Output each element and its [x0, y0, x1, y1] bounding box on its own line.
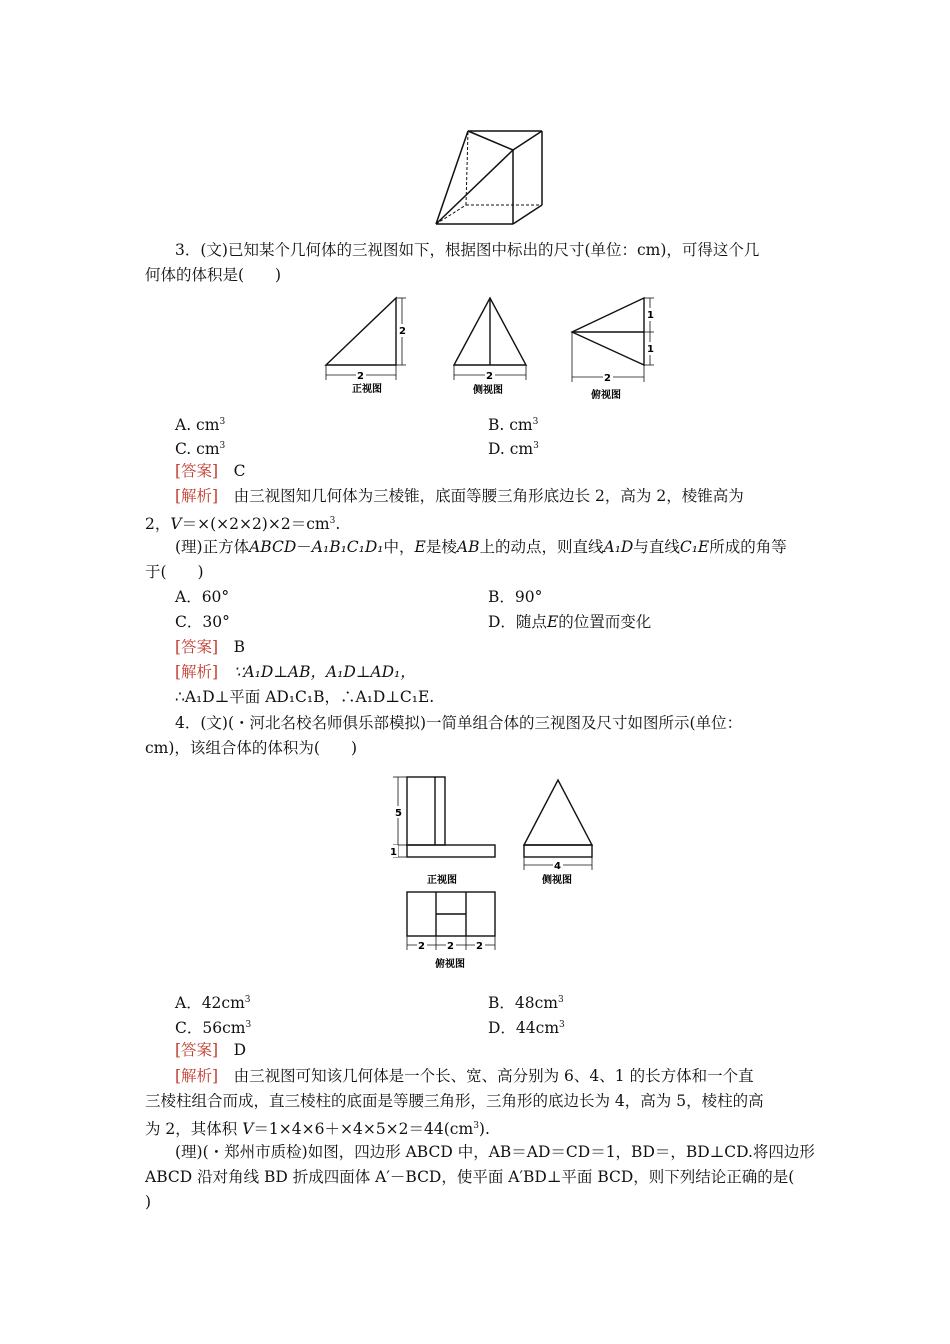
q4-three-views: [385, 772, 605, 972]
q4-analysis-line3: 为 2，其体积 $V=1\times 4\times 6+\times 4\times 5\times 2=44(cm^3)$.: [145, 1120, 490, 1138]
q3li-stem-line2: 于( ): [145, 563, 204, 581]
q3li-analysis-line2: ∴A₁D⊥平面 AD₁C₁B，∴A₁D⊥C₁E.: [175, 688, 435, 706]
q4-answer: [答案] D: [175, 1041, 247, 1059]
q4li-line3: ): [145, 1193, 152, 1211]
q3-front-view-label: 正视图: [352, 384, 382, 395]
q3-answer: [答案] C: [175, 462, 246, 480]
q4li-line2: ABCD 沿对角线 BD 折成四面体 A′－BCD，使平面 A′BD⊥平面 BCD，则下列结论正确的是(: [145, 1168, 795, 1186]
q3-three-views: [320, 292, 670, 404]
q3-analysis-line1: [解析] 由三视图知几何体为三棱锥，底面等腰三角形底边长 2，高为 2，棱锥高为: [175, 487, 744, 505]
q3li-answer: [答案] B: [175, 638, 246, 656]
q3li-stem-line1: (理)正方体ABCD－A₁B₁C₁D₁中，E是棱AB上的动点，则直线A₁D与直线C₁E所成的角等: [175, 538, 787, 556]
q3-stem-line2: 何体的体积是( ): [145, 266, 282, 284]
q3-side-width-label: 2: [486, 371, 493, 382]
q3-front-width-label: 2: [357, 371, 364, 382]
q4-side-w4-label: 4: [554, 861, 561, 872]
top-prism-figure: [430, 128, 550, 228]
q3-option-d: D. $cm^3$: [488, 440, 539, 458]
q4-analysis-line1: [解析] 由三视图可知该几何体是一个长、宽、高分别为 6、4、1 的长方体和一个直: [175, 1067, 754, 1085]
q4-stem-line1: 4．(文)(・河北名校名师俱乐部模拟)一简单组合体的三视图及尺寸如图所示(单位：: [175, 714, 743, 732]
q4li-line1: (理)(・郑州市质检)如图，四边形 ABCD 中，AB＝AD＝CD＝1，BD＝，BD⊥CD.将四边形: [175, 1143, 815, 1161]
q4-top-w2-label: 2: [447, 941, 454, 952]
q4-option-a: A．$42cm^3$: [175, 994, 251, 1012]
q3-top-h2-label: 1: [647, 344, 654, 355]
q3-option-a: A. $cm^3$: [175, 416, 226, 434]
q3li-option-a: A．60°: [175, 588, 230, 606]
q4-stem-line2: cm)，该组合体的体积为( ): [145, 739, 358, 757]
q4-option-d: D．$44cm^3$: [488, 1019, 565, 1037]
q4-analysis-line2: 三棱柱组合而成，直三棱柱的底面是等腰三角形，三角形的底边长为 4，高为 5，棱柱的高: [145, 1092, 764, 1110]
q3li-analysis-line1: [解析] ∵A₁D⊥AB，A₁D⊥AD₁，: [175, 663, 416, 681]
q3li-option-b: B．90°: [488, 588, 543, 606]
q3-top-h1-label: 1: [647, 310, 654, 321]
q4-side-view-label: 侧视图: [542, 875, 572, 886]
q3-stem-line1: 3．(文)已知某个几何体的三视图如下，根据图中标出的尺寸(单位：cm)，可得这个几: [175, 241, 760, 259]
q4-top-view-label: 俯视图: [435, 959, 465, 970]
q3-side-view-label: 侧视图: [473, 385, 503, 396]
q4-front-h1-label: 1: [390, 847, 397, 858]
q4-top-w1-label: 2: [418, 941, 425, 952]
q4-option-c: C．$56cm^3$: [175, 1019, 252, 1037]
q3li-option-d: D．随点E的位置而变化: [488, 613, 652, 631]
q3-option-c: C. $cm^3$: [175, 440, 226, 458]
q4-top-w3-label: 2: [476, 941, 483, 952]
q3-analysis-line2: 2，$V=\times(\times 2\times 2)\times 2=cm^3$.: [145, 515, 341, 533]
q4-front-h5-label: 5: [395, 808, 402, 819]
q3-top-width-label: 2: [604, 373, 611, 384]
q3-option-b: B. $cm^3$: [488, 416, 539, 434]
q3-top-view-label: 俯视图: [591, 390, 621, 401]
q4-front-view-label: 正视图: [427, 875, 457, 886]
q4-option-b: B．$48cm^3$: [488, 994, 564, 1012]
q3-front-height-label: 2: [399, 326, 406, 337]
q3li-option-c: C．30°: [175, 613, 230, 631]
